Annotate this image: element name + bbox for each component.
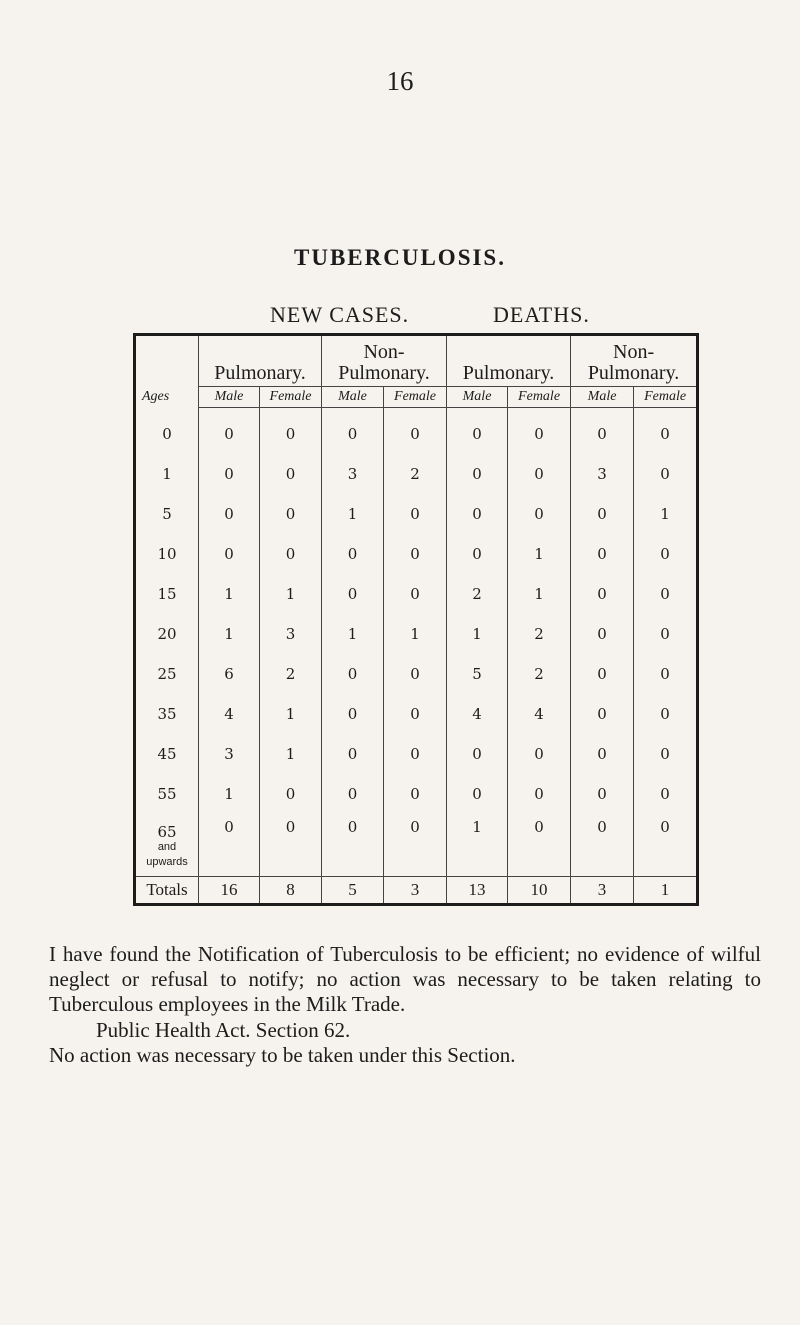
table-row bbox=[135, 614, 698, 654]
group-header-new-pulmonary: Pulmonary. bbox=[199, 335, 322, 387]
value-cell: 0 bbox=[447, 534, 508, 574]
notification-paragraph: I have found the Notification of Tuberculosis to be efficient; no evidence of wilful neglect or refusal to notify; no action was necessary to be taken relating to Tuberculous employees in the Milk Trade. bbox=[49, 942, 761, 1016]
total-cell: 10 bbox=[508, 877, 571, 905]
value-cell: 0 bbox=[571, 408, 634, 455]
age-cell: 15 bbox=[135, 574, 199, 614]
age-cell: 20 bbox=[135, 614, 199, 654]
age-cell: 10 bbox=[135, 534, 199, 574]
value-cell: 0 bbox=[571, 574, 634, 614]
value-cell: 1 bbox=[260, 574, 322, 614]
value-cell: 0 bbox=[571, 534, 634, 574]
value-cell: 0 bbox=[571, 694, 634, 734]
age-cell: 35 bbox=[135, 694, 199, 734]
value-cell: 0 bbox=[571, 654, 634, 694]
sub-header: Female bbox=[634, 387, 698, 408]
value-cell: 1 bbox=[384, 614, 447, 654]
value-cell: 0 bbox=[508, 814, 571, 877]
age-cell: 45 bbox=[135, 734, 199, 774]
deaths-heading: DEATHS. bbox=[493, 302, 590, 327]
value-cell: 1 bbox=[199, 774, 260, 814]
sub-header: Female bbox=[384, 387, 447, 408]
value-cell: 0 bbox=[322, 654, 384, 694]
value-cell: 0 bbox=[508, 494, 571, 534]
value-cell: 1 bbox=[634, 494, 698, 534]
value-cell: 1 bbox=[322, 614, 384, 654]
value-cell: 0 bbox=[447, 408, 508, 455]
table-row bbox=[135, 574, 698, 614]
value-cell: 0 bbox=[199, 534, 260, 574]
total-cell: 13 bbox=[447, 877, 508, 905]
value-cell: 0 bbox=[384, 814, 447, 877]
value-cell: 0 bbox=[634, 774, 698, 814]
value-cell: 0 bbox=[634, 574, 698, 614]
value-cell: 0 bbox=[508, 454, 571, 494]
group-header-deaths-non-pulmonary: Non- Pulmonary. bbox=[571, 335, 698, 387]
value-cell: 4 bbox=[508, 694, 571, 734]
value-cell: 3 bbox=[571, 454, 634, 494]
value-cell: 0 bbox=[571, 774, 634, 814]
value-cell: 0 bbox=[260, 774, 322, 814]
value-cell: 1 bbox=[508, 574, 571, 614]
value-cell: 0 bbox=[260, 534, 322, 574]
group-header-deaths-pulmonary: Pulmonary. bbox=[447, 335, 571, 387]
value-cell: 2 bbox=[508, 654, 571, 694]
value-cell: 0 bbox=[634, 614, 698, 654]
value-cell: 5 bbox=[447, 654, 508, 694]
value-cell: 0 bbox=[508, 774, 571, 814]
value-cell: 0 bbox=[260, 494, 322, 534]
value-cell: 0 bbox=[199, 408, 260, 455]
value-cell: 0 bbox=[322, 408, 384, 455]
value-cell: 0 bbox=[384, 494, 447, 534]
table-row bbox=[135, 494, 698, 534]
value-cell: 0 bbox=[634, 734, 698, 774]
total-cell: 8 bbox=[260, 877, 322, 905]
act-text: No action was necessary to be taken under this Section. bbox=[49, 1043, 516, 1067]
group-header-new-non-pulmonary: Non- Pulmonary. bbox=[322, 335, 447, 387]
value-cell: 0 bbox=[384, 654, 447, 694]
age-note: and upwards bbox=[146, 840, 188, 868]
value-cell: 1 bbox=[508, 534, 571, 574]
table-row bbox=[135, 814, 698, 877]
value-cell: 0 bbox=[634, 408, 698, 455]
value-cell: 0 bbox=[447, 774, 508, 814]
value-cell: 0 bbox=[322, 734, 384, 774]
value-cell: 1 bbox=[447, 814, 508, 877]
age-cell: 55 bbox=[135, 774, 199, 814]
sub-header: Male bbox=[447, 387, 508, 408]
value-cell: 0 bbox=[571, 494, 634, 534]
table-row bbox=[135, 534, 698, 574]
page-title: TUBERCULOSIS. bbox=[294, 245, 506, 270]
value-cell: 0 bbox=[199, 494, 260, 534]
value-cell: 0 bbox=[571, 814, 634, 877]
age-cell: 5 bbox=[135, 494, 199, 534]
sub-header: Male bbox=[322, 387, 384, 408]
value-cell: 0 bbox=[322, 814, 384, 877]
value-cell: 0 bbox=[571, 614, 634, 654]
value-cell: 0 bbox=[260, 454, 322, 494]
ages-header: Ages bbox=[135, 335, 199, 408]
value-cell: 1 bbox=[322, 494, 384, 534]
value-cell: 3 bbox=[199, 734, 260, 774]
value-cell: 0 bbox=[322, 574, 384, 614]
value-cell: 0 bbox=[384, 574, 447, 614]
value-cell: 6 bbox=[199, 654, 260, 694]
value-cell: 3 bbox=[260, 614, 322, 654]
table-row bbox=[135, 454, 698, 494]
value-cell: 0 bbox=[447, 494, 508, 534]
total-cell: 3 bbox=[571, 877, 634, 905]
age-cell: 0 bbox=[135, 408, 199, 455]
total-cell: 1 bbox=[634, 877, 698, 905]
value-cell: 1 bbox=[260, 734, 322, 774]
value-cell: 0 bbox=[634, 534, 698, 574]
value-cell: 0 bbox=[260, 814, 322, 877]
sub-header: Male bbox=[199, 387, 260, 408]
table-row bbox=[135, 734, 698, 774]
value-cell: 0 bbox=[634, 454, 698, 494]
tuberculosis-table bbox=[133, 333, 699, 906]
value-cell: 1 bbox=[447, 614, 508, 654]
value-cell: 2 bbox=[508, 614, 571, 654]
sub-header: Female bbox=[260, 387, 322, 408]
table-row bbox=[135, 408, 698, 455]
value-cell: 0 bbox=[571, 734, 634, 774]
value-cell: 1 bbox=[260, 694, 322, 734]
value-cell: 0 bbox=[508, 408, 571, 455]
value-cell: 1 bbox=[199, 574, 260, 614]
total-cell: 5 bbox=[322, 877, 384, 905]
new-cases-heading: NEW CASES. bbox=[270, 302, 410, 327]
table-row bbox=[135, 654, 698, 694]
value-cell: 0 bbox=[384, 734, 447, 774]
value-cell: 3 bbox=[322, 454, 384, 494]
value-cell: 1 bbox=[199, 614, 260, 654]
value-cell: 4 bbox=[199, 694, 260, 734]
value-cell: 0 bbox=[322, 694, 384, 734]
value-cell: 4 bbox=[447, 694, 508, 734]
sub-header: Male bbox=[571, 387, 634, 408]
value-cell: 0 bbox=[447, 454, 508, 494]
page-number: 16 bbox=[386, 66, 414, 96]
value-cell: 0 bbox=[199, 814, 260, 877]
total-cell: 3 bbox=[384, 877, 447, 905]
act-heading: Public Health Act. Section 62. bbox=[96, 1018, 351, 1042]
totals-label: Totals bbox=[135, 877, 199, 905]
age-cell: 1 bbox=[135, 454, 199, 494]
value-cell: 0 bbox=[322, 534, 384, 574]
value-cell: 0 bbox=[260, 408, 322, 455]
value-cell: 2 bbox=[447, 574, 508, 614]
value-cell: 2 bbox=[384, 454, 447, 494]
totals-row bbox=[135, 877, 698, 905]
sub-header: Female bbox=[508, 387, 571, 408]
age-cell bbox=[135, 814, 199, 877]
value-cell: 0 bbox=[322, 774, 384, 814]
table-row bbox=[135, 694, 698, 734]
value-cell: 0 bbox=[634, 814, 698, 877]
value-cell: 0 bbox=[384, 694, 447, 734]
value-cell: 0 bbox=[199, 454, 260, 494]
value-cell: 0 bbox=[384, 534, 447, 574]
age-value: 65 bbox=[157, 822, 177, 841]
value-cell: 0 bbox=[634, 694, 698, 734]
value-cell: 2 bbox=[260, 654, 322, 694]
value-cell: 0 bbox=[634, 654, 698, 694]
value-cell: 0 bbox=[447, 734, 508, 774]
value-cell: 0 bbox=[508, 734, 571, 774]
value-cell: 0 bbox=[384, 408, 447, 455]
age-cell: 25 bbox=[135, 654, 199, 694]
value-cell: 0 bbox=[384, 774, 447, 814]
table-row bbox=[135, 774, 698, 814]
total-cell: 16 bbox=[199, 877, 260, 905]
